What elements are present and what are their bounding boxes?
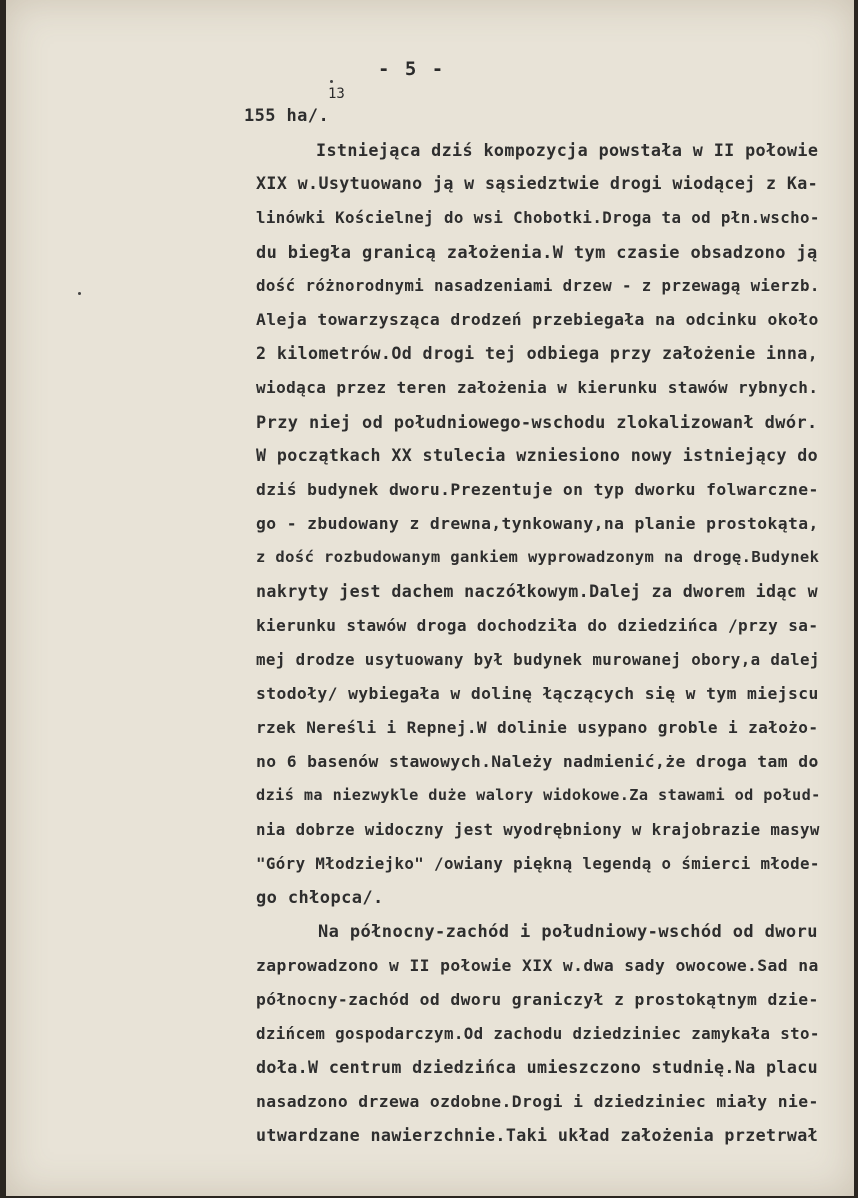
text-line: 155 ha/. [244, 106, 330, 126]
text-line: Aleja towarzysząca drodzeń przebiegała na odcinku około [256, 310, 819, 329]
text-line: dziś budynek dworu.Prezentuje on typ dworku folwarczne- [256, 480, 819, 499]
text-line: XIX w.Usytuowano ją w sąsiedztwie drogi wiodącej z Ka- [256, 174, 819, 193]
text-line: rzek Nereśli i Repnej.W dolinie usypano groble i założo- [256, 718, 819, 737]
text-line: kierunku stawów droga dochodziła do dziedzińca /przy sa- [256, 616, 819, 635]
text-line: północny-zachód od dworu graniczył z prostokątnym dzie- [256, 990, 819, 1009]
text-line: go chłopca/. [256, 888, 384, 908]
text-line: dzińcem gospodarczym.Od zachodu dziedziniec zamykała sto- [256, 1024, 820, 1043]
text-line: nakryty jest dachem naczółkowym.Dalej za dworem idąc w [256, 582, 819, 601]
text-line: W początkach XX stulecia wzniesiono nowy istniejący do [256, 446, 819, 465]
text-line: mej drodze usytuowany był budynek murowanej obory,a dalej [256, 650, 820, 669]
ink-speck [78, 292, 81, 295]
text-line: nia dobrze widoczny jest wyodrębniony w krajobrazie masyw [256, 820, 820, 839]
text-line: z dość rozbudowanym gankiem wyprowadzonym na drogę.Budynek [256, 548, 820, 566]
text-line: "Góry Młodziejko" /owiany piękną legendą o śmierci młode- [256, 854, 820, 873]
text-line: utwardzane nawierzchnie.Taki układ założenia przetrwał [256, 1126, 819, 1145]
text-line: zaprowadzono w II połowie XIX w.dwa sady owocowe.Sad na [256, 956, 819, 975]
text-line: 2 kilometrów.Od drogi tej odbiega przy założenie inna, [256, 344, 819, 363]
ink-speck [330, 80, 333, 83]
text-line: linówki Kościelnej do wsi Chobotki.Droga ta od płn.wscho- [256, 208, 820, 227]
text-line: stodoły/ wybiegała w dolinę łączących się w tym miejscu [256, 684, 819, 703]
text-line: du biegła granicą założenia.W tym czasie obsadzono ją [256, 242, 818, 262]
text-line: dziś ma niezwykle duże walory widokowe.Za stawami od połud- [256, 786, 821, 804]
footnote-marker: 13 [328, 86, 345, 102]
paragraph-start-line: Na północny-zachód i południowy-wschód od dworu [318, 922, 818, 942]
text-line: go - zbudowany z drewna,tynkowany,na planie prostokąta, [256, 514, 819, 533]
text-line: no 6 basenów stawowych.Należy nadmienić,że droga tam do [256, 752, 819, 771]
text-line: doła.W centrum dziedzińca umieszczono studnię.Na placu [256, 1058, 819, 1077]
text-line: nasadzono drzewa ozdobne.Drogi i dziedziniec miały nie- [256, 1092, 819, 1111]
paragraph-start-line: Istniejąca dziś kompozycja powstała w II połowie [316, 140, 819, 160]
text-line: Przy niej od południowego-wschodu zlokalizowanł dwór. [256, 412, 818, 432]
document-page [6, 0, 854, 1196]
page-number: - 5 - [378, 58, 446, 80]
text-line: wiodąca przez teren założenia w kierunku stawów rybnych. [256, 378, 819, 397]
text-line: dość różnorodnymi nasadzeniami drzew - z przewagą wierzb. [256, 276, 820, 295]
